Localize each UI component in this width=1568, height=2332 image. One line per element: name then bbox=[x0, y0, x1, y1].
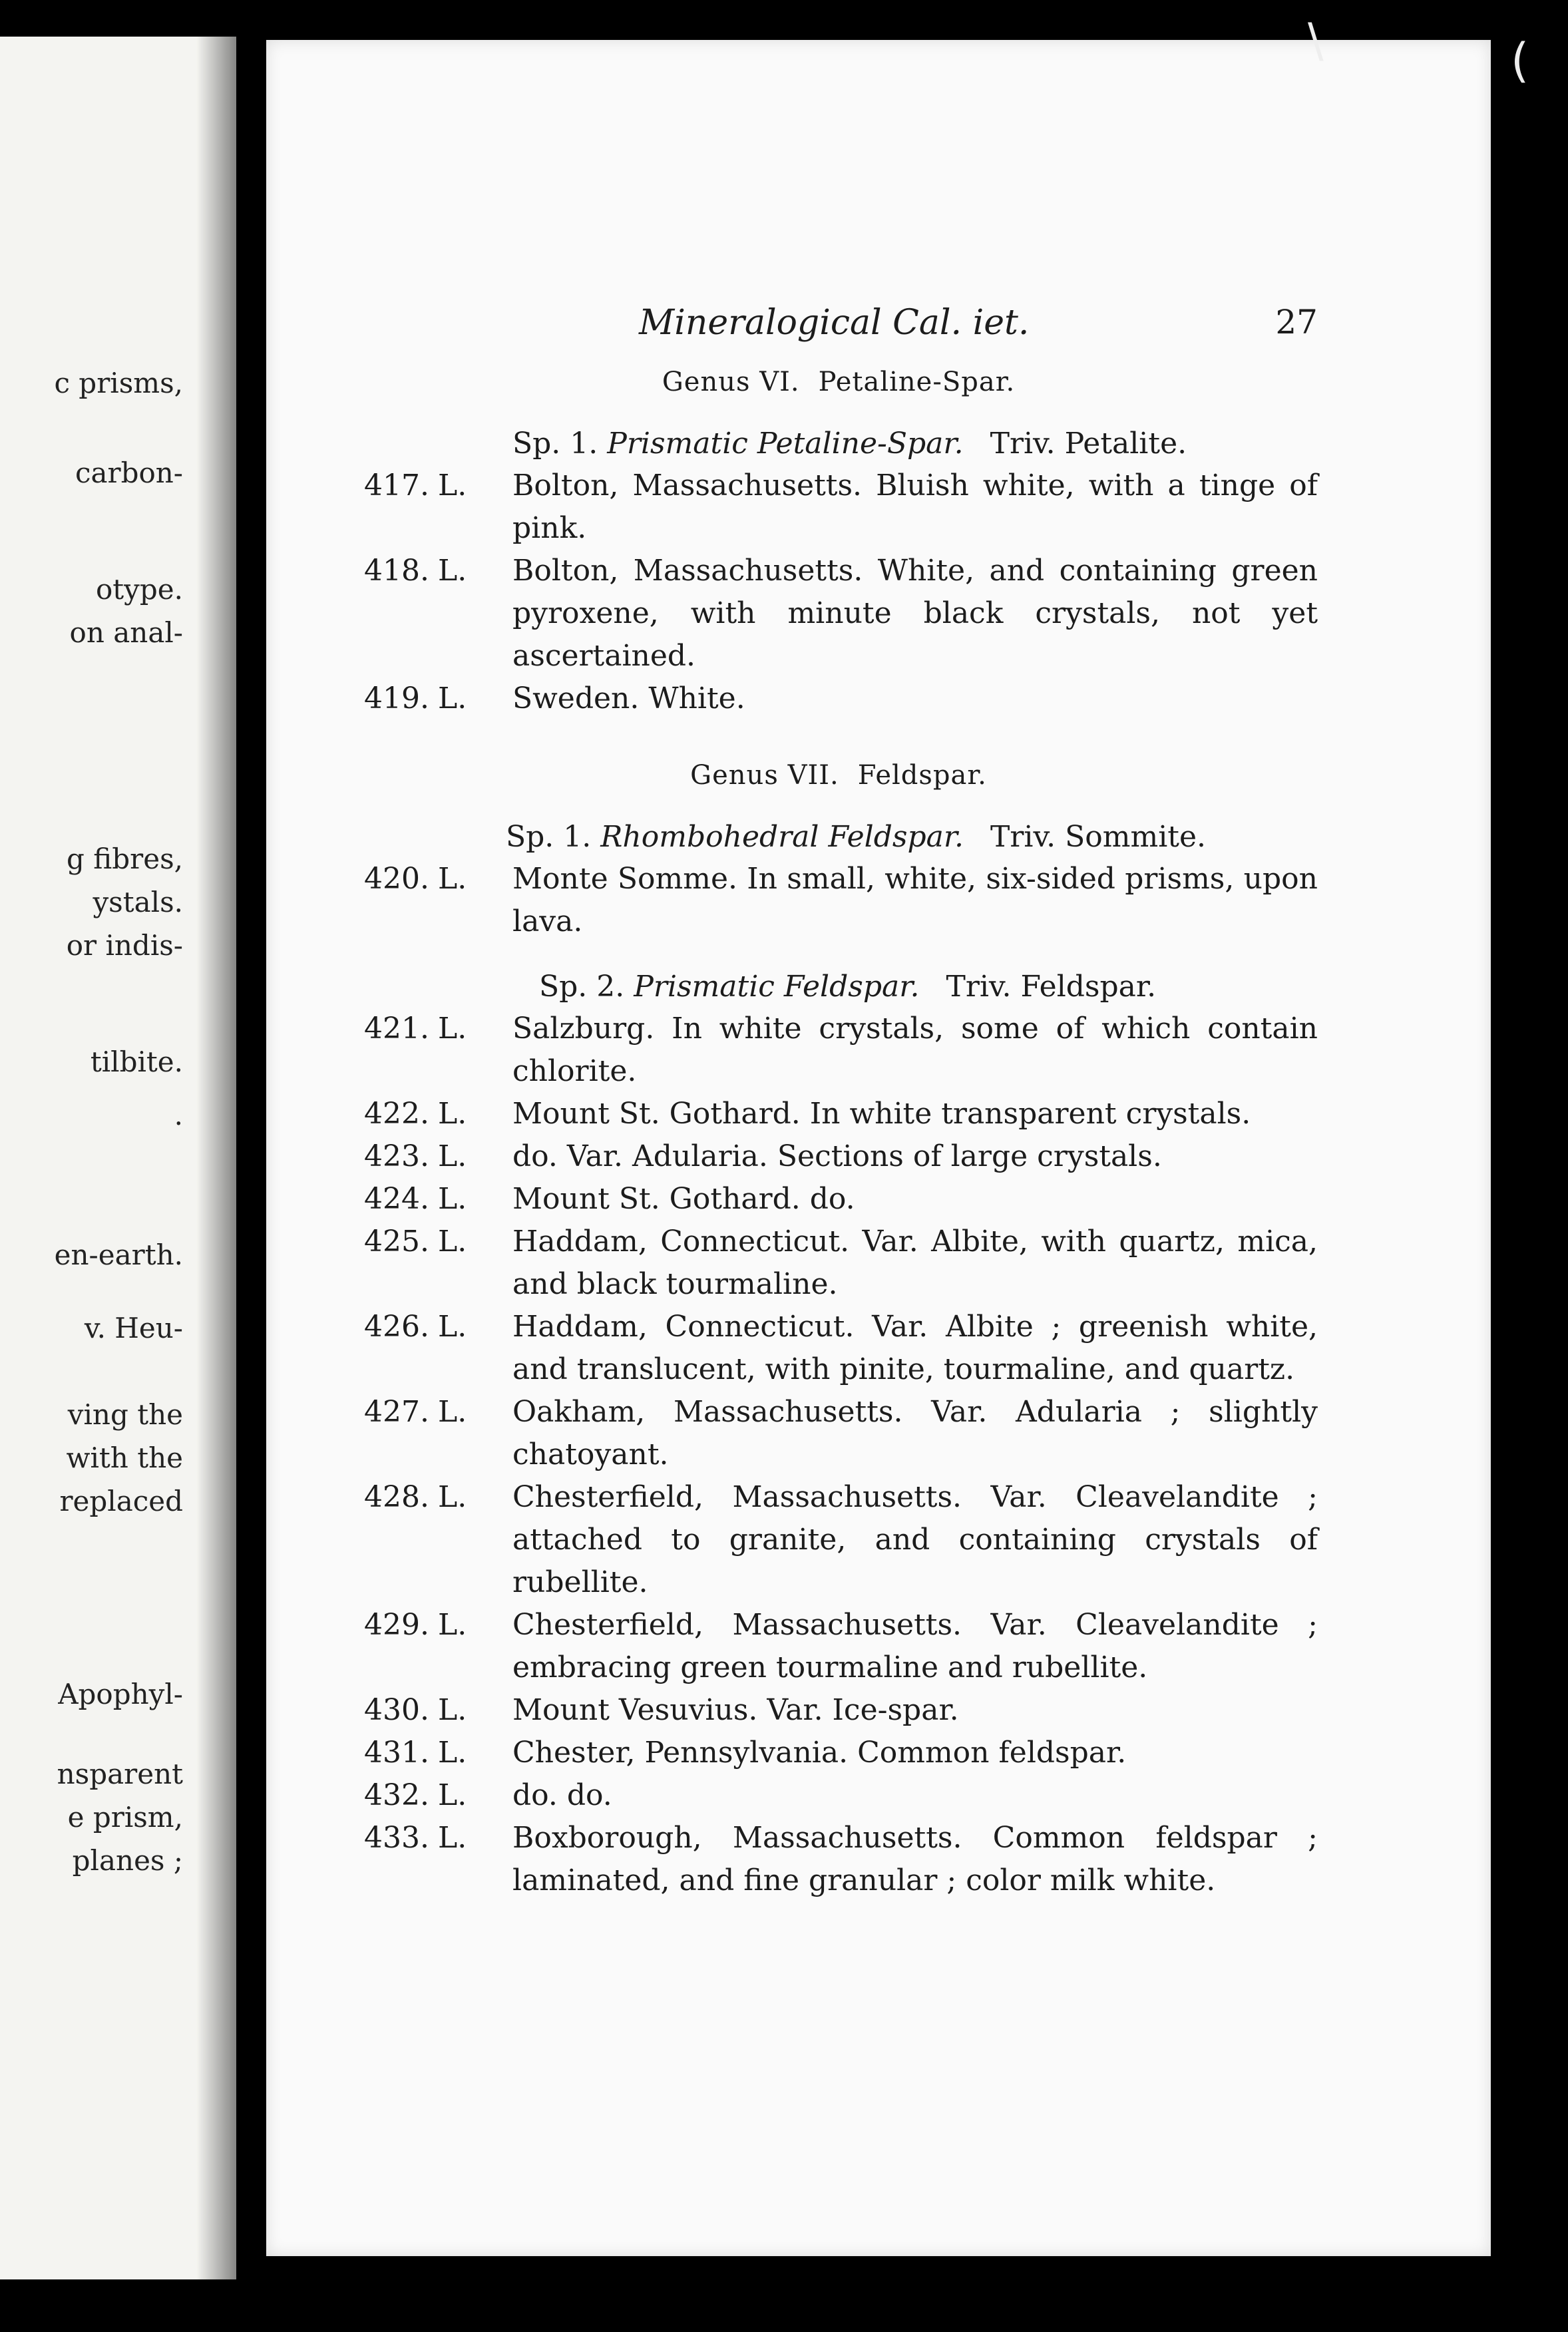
facing-page-fragment: e prism, bbox=[67, 1801, 183, 1834]
species-number: Sp. 1. bbox=[506, 820, 592, 854]
facing-page-fragment: otype. bbox=[96, 573, 183, 606]
specimen-description: do. do. bbox=[512, 1778, 612, 1812]
genus-name: Feldspar. bbox=[857, 760, 987, 791]
specimen-list bbox=[359, 465, 1318, 720]
specimen-number: 418. bbox=[364, 554, 429, 588]
facing-page-fragment: c prisms, bbox=[54, 367, 183, 399]
gutter-shadow bbox=[196, 37, 236, 2279]
genus-name: Petaline-Spar. bbox=[818, 367, 1016, 397]
specimen-class-marker: L. bbox=[438, 1480, 467, 1514]
species-name: Prismatic Petaline-Spar. bbox=[607, 427, 964, 461]
species-number: Sp. 1. bbox=[512, 427, 598, 461]
specimen-number: 429. bbox=[364, 1608, 429, 1642]
facing-page-fragment: carbon- bbox=[75, 457, 183, 489]
book-page bbox=[266, 40, 1491, 2256]
specimen-description: Salzburg. In white crystals, some of which contain chlorite. bbox=[512, 1012, 1318, 1088]
specimen-entry bbox=[359, 1732, 1318, 1774]
specimen-list bbox=[359, 858, 1318, 943]
specimen-description: Mount Vesuvius. Var. Ice-spar. bbox=[512, 1693, 959, 1727]
specimen-class-marker: L. bbox=[438, 1736, 467, 1770]
specimen-class-marker: L. bbox=[438, 469, 467, 502]
specimen-entry bbox=[359, 1604, 1318, 1689]
specimen-description: Mount St. Gothard. do. bbox=[512, 1182, 855, 1216]
specimen-class-marker: L. bbox=[438, 1012, 467, 1046]
specimen-entry bbox=[359, 1306, 1318, 1391]
genus-heading bbox=[359, 760, 1318, 791]
species-trivial-name: Triv. Petalite. bbox=[990, 427, 1187, 461]
specimen-description: Bolton, Massachusetts. White, and containing green pyroxene, with minute black crystals, not yet ascertained. bbox=[512, 554, 1318, 673]
specimen-description: Chesterfield, Massachusetts. Var. Cleavelandite ; attached to granite, and containing crystals of rubellite. bbox=[512, 1480, 1318, 1599]
specimen-number: 424. bbox=[364, 1182, 429, 1216]
facing-page-fragment: v. Heu- bbox=[84, 1312, 183, 1344]
species-name: Prismatic Feldspar. bbox=[634, 970, 920, 1004]
specimen-entry bbox=[359, 858, 1318, 943]
specimen-description: Haddam, Connecticut. Var. Albite, with quartz, mica, and black tourmaline. bbox=[512, 1225, 1318, 1301]
page-number: 27 bbox=[1275, 303, 1318, 341]
facing-page-fragment: ystals. bbox=[93, 886, 183, 918]
specimen-class-marker: L. bbox=[438, 1225, 467, 1259]
specimen-class-marker: L. bbox=[438, 1395, 467, 1429]
specimen-entry bbox=[359, 678, 1318, 720]
specimen-class-marker: L. bbox=[438, 1310, 467, 1344]
running-title: Mineralogical Cal. iet. bbox=[639, 303, 1030, 343]
specimen-entry bbox=[359, 1221, 1318, 1306]
specimen-number: 417. bbox=[364, 469, 429, 502]
specimen-class-marker: L. bbox=[438, 862, 467, 896]
specimen-number: 433. bbox=[364, 1821, 429, 1855]
facing-page-fragment: en-earth. bbox=[54, 1239, 183, 1271]
specimen-entry bbox=[359, 1391, 1318, 1476]
specimen-description: Haddam, Connecticut. Var. Albite ; greenish white, and translucent, with pinite, tourmaline, and quartz. bbox=[512, 1310, 1318, 1386]
scan-artifact: ( bbox=[1511, 33, 1529, 88]
specimen-number: 420. bbox=[364, 862, 429, 896]
species-number: Sp. 2. bbox=[539, 970, 625, 1004]
specimen-description: Chester, Pennsylvania. Common feldspar. bbox=[512, 1736, 1127, 1770]
specimen-number: 431. bbox=[364, 1736, 429, 1770]
facing-page-fragment: g fibres, bbox=[67, 843, 183, 875]
specimen-description: Oakham, Massachusetts. Var. Adularia ; slightly chatoyant. bbox=[512, 1395, 1318, 1471]
specimen-number: 427. bbox=[364, 1395, 429, 1429]
specimen-class-marker: L. bbox=[438, 1693, 467, 1727]
facing-page-left bbox=[0, 37, 236, 2279]
specimen-class-marker: L. bbox=[438, 1139, 467, 1173]
genus-label: Genus VI. bbox=[662, 367, 800, 397]
specimen-description: Chesterfield, Massachusetts. Var. Cleavelandite ; embracing green tourmaline and rubellite. bbox=[512, 1608, 1318, 1684]
specimen-number: 419. bbox=[364, 681, 429, 715]
genus-heading bbox=[359, 367, 1318, 397]
facing-page-fragment: replaced bbox=[59, 1485, 183, 1517]
facing-page-fragment: on anal- bbox=[69, 616, 183, 649]
specimen-entry bbox=[359, 465, 1318, 550]
species-heading bbox=[506, 820, 1318, 854]
specimen-description: Boxborough, Massachusetts. Common feldspar ; laminated, and fine granular ; color milk white. bbox=[512, 1821, 1318, 1897]
specimen-number: 426. bbox=[364, 1310, 429, 1344]
specimen-entry bbox=[359, 1178, 1318, 1221]
specimen-entry bbox=[359, 1093, 1318, 1135]
specimen-class-marker: L. bbox=[438, 1778, 467, 1812]
species-trivial-name: Triv. Feldspar. bbox=[946, 970, 1157, 1004]
specimen-class-marker: L. bbox=[438, 681, 467, 715]
running-header bbox=[359, 303, 1318, 349]
species-name: Rhombohedral Feldspar. bbox=[600, 820, 964, 854]
facing-page-fragment: tilbite. bbox=[90, 1046, 183, 1078]
facing-page-fragment: planes ; bbox=[72, 1844, 183, 1877]
specimen-entry bbox=[359, 1476, 1318, 1604]
facing-page-fragment: or indis- bbox=[66, 929, 183, 962]
facing-page-fragment: ving the bbox=[67, 1398, 183, 1431]
species-heading bbox=[539, 970, 1318, 1004]
specimen-list bbox=[359, 1008, 1318, 1902]
specimen-description: Bolton, Massachusetts. Bluish white, with a tinge of pink. bbox=[512, 469, 1318, 545]
specimen-number: 430. bbox=[364, 1693, 429, 1727]
facing-page-fragment: Apophyl- bbox=[58, 1678, 183, 1710]
specimen-number: 432. bbox=[364, 1778, 429, 1812]
specimen-entry bbox=[359, 1817, 1318, 1902]
specimen-entry bbox=[359, 1689, 1318, 1732]
specimen-entry bbox=[359, 1774, 1318, 1817]
specimen-entry bbox=[359, 1008, 1318, 1093]
facing-page-fragment: nsparent bbox=[57, 1758, 183, 1790]
specimen-entry bbox=[359, 550, 1318, 678]
specimen-class-marker: L. bbox=[438, 1821, 467, 1855]
specimen-entry bbox=[359, 1135, 1318, 1178]
page-content bbox=[359, 303, 1318, 1902]
specimen-number: 428. bbox=[364, 1480, 429, 1514]
specimen-class-marker: L. bbox=[438, 1182, 467, 1216]
species-heading bbox=[512, 427, 1318, 461]
scan-artifact: \ bbox=[1308, 13, 1324, 68]
genus-label: Genus VII. bbox=[690, 760, 839, 791]
specimen-class-marker: L. bbox=[438, 1097, 467, 1131]
specimen-class-marker: L. bbox=[438, 1608, 467, 1642]
specimen-description: Sweden. White. bbox=[512, 681, 745, 715]
specimen-number: 421. bbox=[364, 1012, 429, 1046]
facing-page-fragment: with the bbox=[66, 1442, 183, 1474]
specimen-description: do. Var. Adularia. Sections of large crystals. bbox=[512, 1139, 1162, 1173]
specimen-number: 422. bbox=[364, 1097, 429, 1131]
specimen-description: Monte Somme. In small, white, six-sided prisms, upon lava. bbox=[512, 862, 1318, 938]
facing-page-fragment: . bbox=[174, 1099, 183, 1131]
species-trivial-name: Triv. Sommite. bbox=[990, 820, 1206, 854]
specimen-number: 423. bbox=[364, 1139, 429, 1173]
specimen-description: Mount St. Gothard. In white transparent crystals. bbox=[512, 1097, 1251, 1131]
specimen-class-marker: L. bbox=[438, 554, 467, 588]
specimen-number: 425. bbox=[364, 1225, 429, 1259]
